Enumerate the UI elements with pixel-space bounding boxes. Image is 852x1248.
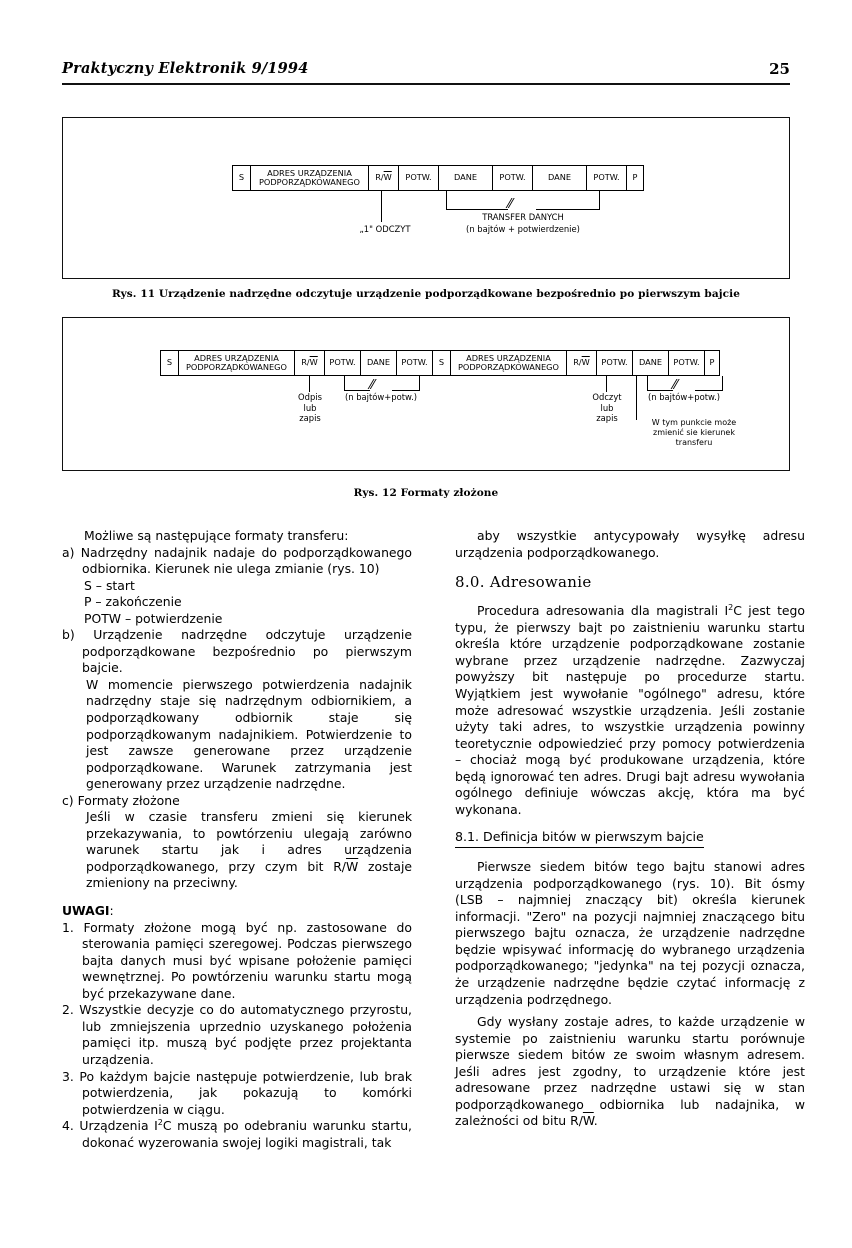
note-4-text-2: C muszą po odebraniu warunku startu, dokonać wyzerowania swojej logiki magistrali, tak — [82, 1118, 412, 1150]
note-1: 1. Formaty złożone mogą być np. zastosowane do sterowania pamięci szeregowej. Podczas pierwszego bajta danych musi być wpisane położenie pamięci wewnętrznej. Po powtórzeniu warunku startu mogą być przekazywane dane. — [62, 919, 412, 1001]
packet-cell-ack-1: POTW. — [324, 350, 360, 376]
item-c-text-1: Jeśli w czasie transferu zmieni się kierunek przekazywania, to powtórzeniu ulegają zarówno warunek startu jak i adres urządzenia podporządkowanego, przy czym bit R/ — [86, 809, 412, 874]
list-item-c-body — [62, 809, 412, 892]
legend-stop: P – zakończenie — [84, 594, 182, 610]
note-4-text-1: 4. Urządzenia I — [62, 1118, 158, 1134]
figure-11-transfer-title: TRANSFER DANYCH — [482, 212, 564, 222]
note-2: 2. Wszystkie decyzje co do automatycznego przyrostu, lub zmniejszenia uprzednio uzyskanego położenia pamięci itp. muszą być podjęte przez projektanta urządzenia. — [62, 1002, 412, 1067]
figure-11-read-annotation: „1" ODCZYT — [359, 224, 411, 234]
packet-cell-stop: P — [704, 350, 720, 376]
packet-cell-ack-2: POTW. — [492, 165, 532, 191]
paragraph-bit-definition: Pierwsze siedem bitów tego bajtu stanowi adres urządzenia podporządkowanego (rys. 10). Bit ósmy (LSB – najmniej znaczący bit) określa kierunek informacji. "Zero" na pozycji najmniej znaczącego bitu pierwszego bajtu oznacza, że urządzenie nadrzędne będzie wpisywać informację do wybranego urządzenia podporządkowanego; "jedynka" na tej pozycji oznacza, że urządzenie nadrzędne będzie czytać informację z urządzenia podrzędnego. — [455, 859, 805, 1007]
packet-cell-address-1: ADRES URZĄDZENIA PODPORZĄDKOWANEGO — [178, 350, 294, 376]
legend-start: S – start — [84, 577, 135, 593]
para1-text-1: Procedura adresowania dla magistrali I — [477, 603, 729, 619]
figure-12-right-rw-annotation: Odczyt lub zapis — [592, 392, 622, 423]
figure-12-left-rw-annotation: Odpis lub zapis — [298, 392, 322, 423]
packet-cell-ack-1: POTW. — [398, 165, 438, 191]
item-c-text-2: zostaje zmieniony na przeciwny. — [86, 858, 413, 891]
section-heading-8-0: 8.0. Adresowanie — [455, 573, 592, 592]
figure-12-left-bytes-annotation: (n bajtów+potw.) — [344, 392, 418, 402]
figure-11-break-slashes: ⁄⁄ — [508, 197, 513, 212]
i2c-superscript-1: 2 — [728, 603, 734, 613]
note-3: 3. Po każdym bajcie następuje potwierdzenie, lub brak potwierdzenia, jak pokazują to komórki potwierdzenia w ciągu. — [62, 1068, 412, 1117]
note-4 — [62, 1118, 412, 1151]
header-rule — [62, 83, 790, 85]
packet-cell-ack-2: POTW. — [396, 350, 432, 376]
packet-cell-address: ADRES URZĄDZENIA PODPORZĄDKOWANEGO — [250, 165, 368, 191]
packet-cell-start: S — [232, 165, 250, 191]
notes-title-text: UWAGI — [62, 903, 110, 919]
packet-cell-data-2: DANE — [632, 350, 668, 376]
list-item-b-body: W momencie pierwszego potwierdzenia nadajnik nadrzędny staje się nadrzędnym odbiornikiem, a podporządkowany odbiornik staje się podporządkowanym nadajnikiem. Potwierdzenie to jest zawsze generowane przez urządzenie podporządkowane. Warunek zatrzymania jest generowany przez urządzenie nadrzędne. — [86, 676, 412, 792]
list-item-a: a) Nadrzędny nadajnik nadaje do podporządkowanego odbiornika. Kierunek nie ulega zmianie (rys. 10) — [62, 544, 412, 577]
packet-cell-ack-3: POTW. — [586, 165, 626, 191]
notes-title — [62, 903, 412, 920]
figure-11-rw-leader — [381, 191, 382, 222]
rw-overline-2: $\overline{W}$ — [582, 1113, 594, 1129]
continued-paragraph: aby wszystkie antycypowały wysyłkę adresu urządzenia podporządkowanego. — [455, 528, 805, 560]
figure-12-left-break-slashes: ⁄⁄ — [370, 378, 375, 393]
page-number: 25 — [769, 60, 790, 78]
packet-cell-data-2: DANE — [532, 165, 586, 191]
page-header — [62, 60, 790, 90]
text-column-left — [62, 528, 412, 1151]
figure-12-direction-note: W tym punkcie może zmienić sie kierunek transferu — [651, 418, 737, 447]
packet-cell-data-1: DANE — [360, 350, 396, 376]
para1-text-2: C jest tego typu, że pierwszy bajt po zaistnieniu warunku startu określa które urządzenie podporządkowane zostanie wybrane przez urządzenie nadrzędne. Zazwyczaj powyższy bit następuje po procedurze startu. Wyjątkiem jest wywołanie "ogólnego" adresu, które może adresować wszystkie urządzenia. Jeśli zostanie użyty taki adres, to wszystkie urządzenia powinny teoretycznie odpowiedzieć przy pomocy potwierdzenia – chociaż mogą być produkowane urządzenia, które będą ignorować ten adres. Drugi bajt adresu wywołania ogólnego definiuje wówczas akcję, która ma być wykonana. — [455, 603, 806, 817]
figure-12-right-break-slashes: ⁄⁄ — [673, 378, 678, 393]
paragraph-addressing — [455, 603, 805, 818]
packet-cell-rw-1: R/ $\overline{W}$ — [294, 350, 324, 376]
packet-cell-rw: R/ $\overline{W}$ — [368, 165, 398, 191]
para3-text-2: . — [593, 1113, 598, 1129]
packet-cell-ack-3: POTW. — [596, 350, 632, 376]
figure-11-packet-row — [232, 165, 644, 191]
figure-12-direction-leader — [636, 376, 637, 420]
packet-cell-stop: P — [626, 165, 644, 191]
text-column-right — [455, 528, 805, 1130]
list-item-c-head: c) Formaty złożone — [62, 792, 180, 808]
figure-11-caption: Rys. 11 Urządzenie nadrzędne odczytuje urządzenie podporządkowane bezpośrednio po pierwszym bajcie — [111, 288, 741, 300]
figure-12-caption: Rys. 12 Formaty złożone — [353, 487, 499, 499]
header-title: Praktyczny Elektronik 9/1994 — [62, 60, 309, 77]
legend-ack: POTW – potwierdzenie — [84, 610, 223, 626]
packet-cell-ack-4: POTW. — [668, 350, 704, 376]
packet-cell-rw-2: R/ $\overline{W}$ — [566, 350, 596, 376]
figure-12-right-bytes-annotation: (n bajtów+potw.) — [647, 392, 721, 402]
figure-11-frame — [62, 117, 790, 279]
para3-text-1: Gdy wysłany zostaje adres, to każde urządzenie w systemie po zaistnieniu warunku startu porównuje pierwsze siedem bitów ze swoim własnym adresem. Jeśli adres jest zgodny, to urządzenie które jest adresowane przez nadrzędne ustawi się w stan podporządkowanego odbiornika lub nadajnika, w zależności od bitu R/ — [455, 1014, 805, 1129]
figure-11-transfer-sub: (n bajtów + potwierdzenie) — [466, 224, 580, 234]
paragraph-address-compare — [455, 1014, 805, 1130]
rw-overline-1: $\overline{W}$ — [345, 858, 359, 874]
packet-cell-start-2: S — [432, 350, 450, 376]
figure-12-packet-row — [160, 350, 720, 376]
packet-cell-start-1: S — [160, 350, 178, 376]
notes-title-colon: : — [109, 903, 114, 919]
packet-cell-data-1: DANE — [438, 165, 492, 191]
intro-line: Możliwe są następujące formaty transferu: — [84, 528, 349, 543]
subsection-heading-8-1: 8.1. Definicja bitów w pierwszym bajcie — [455, 829, 704, 848]
note-4-superscript: 2 — [157, 1118, 163, 1128]
figure-12-left-rw-leader — [309, 376, 310, 392]
list-item-b-head: b) Urządzenie nadrzędne odczytuje urządzenie podporządkowane bezpośrednio po pierwszym bajcie. — [62, 627, 412, 676]
subsection-heading-8-1-wrap — [455, 829, 805, 848]
figure-12-right-rw-leader — [606, 376, 607, 392]
packet-cell-address-2: ADRES URZĄDZENIA PODPORZĄDKOWANEGO — [450, 350, 566, 376]
